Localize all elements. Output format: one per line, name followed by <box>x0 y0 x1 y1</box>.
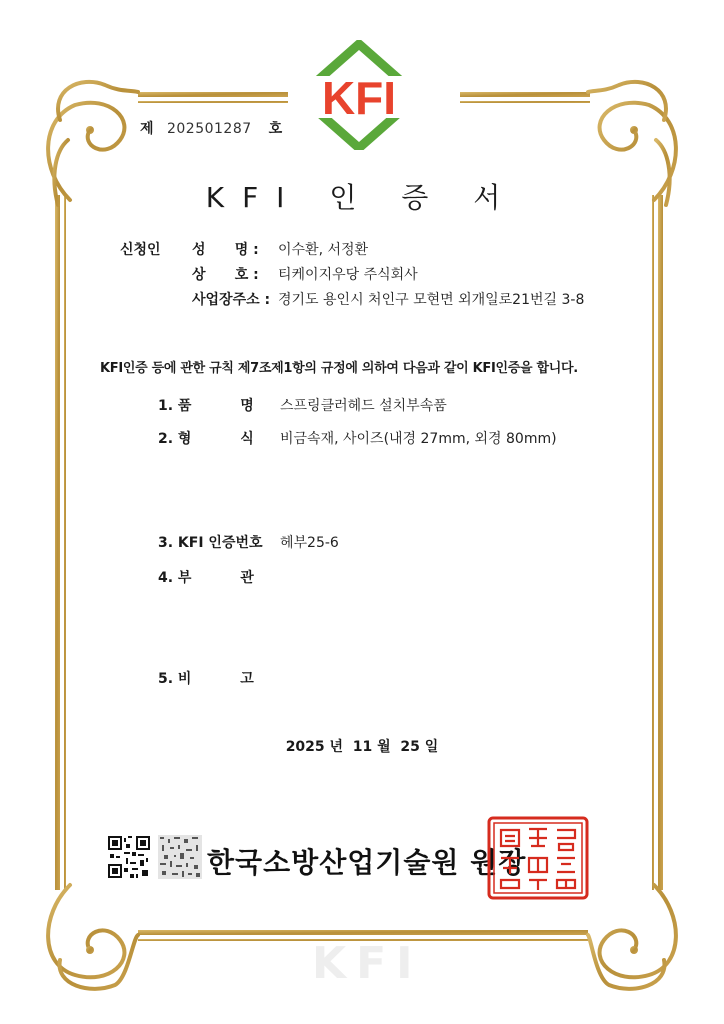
issue-date: 2025 년 11 월 25 일 <box>285 739 439 755</box>
document-number <box>140 118 283 138</box>
official-seal-icon <box>487 816 589 900</box>
company-value: 티케이지우당 주식회사 <box>278 267 418 283</box>
item-value-type: 비금속재, 사이즈(내경 27mm, 외경 80mm) <box>280 431 557 447</box>
name-label: 성 명 : <box>192 242 259 258</box>
number-prefix: 제 <box>140 121 155 137</box>
kfi-logo-text: KFI <box>321 72 397 124</box>
applicant-label: 신청인 <box>120 242 161 258</box>
address-value: 경기도 용인시 처인구 모현면 외개일로21번길 3-8 <box>278 292 585 308</box>
item-label-remarks: 5. 비 고 <box>158 671 254 687</box>
certification-statement: KFI인증 등에 관한 규칙 제7조제1항의 규정에 의하여 다음과 같이 KFI인증을 합니다. <box>100 361 578 376</box>
name-value: 이수환, 서정환 <box>278 242 369 258</box>
certificate-title: KFI 인 증 서 <box>205 181 519 214</box>
kfi-logo <box>294 40 424 150</box>
certificate-number: 202501287 <box>166 121 252 137</box>
issuer-name: 한국소방산업기술원 원장 <box>207 846 527 879</box>
number-suffix: 호 <box>268 121 283 137</box>
embossed-watermark: KFI <box>312 938 423 989</box>
item-value-product: 스프링클러헤드 설치부속품 <box>280 398 447 414</box>
item-value-cert-number: 헤부25-6 <box>280 535 339 551</box>
barcode-icon <box>158 835 202 879</box>
qr-code-icon <box>108 836 150 878</box>
item-label-product: 1. 품 명 <box>158 398 254 414</box>
item-label-conditions: 4. 부 관 <box>158 570 254 586</box>
address-label: 사업장주소 : <box>192 292 271 308</box>
company-label: 상 호 : <box>192 267 259 283</box>
item-label-type: 2. 형 식 <box>158 431 254 447</box>
item-label-cert-number: 3. KFI 인증번호 <box>158 535 263 551</box>
